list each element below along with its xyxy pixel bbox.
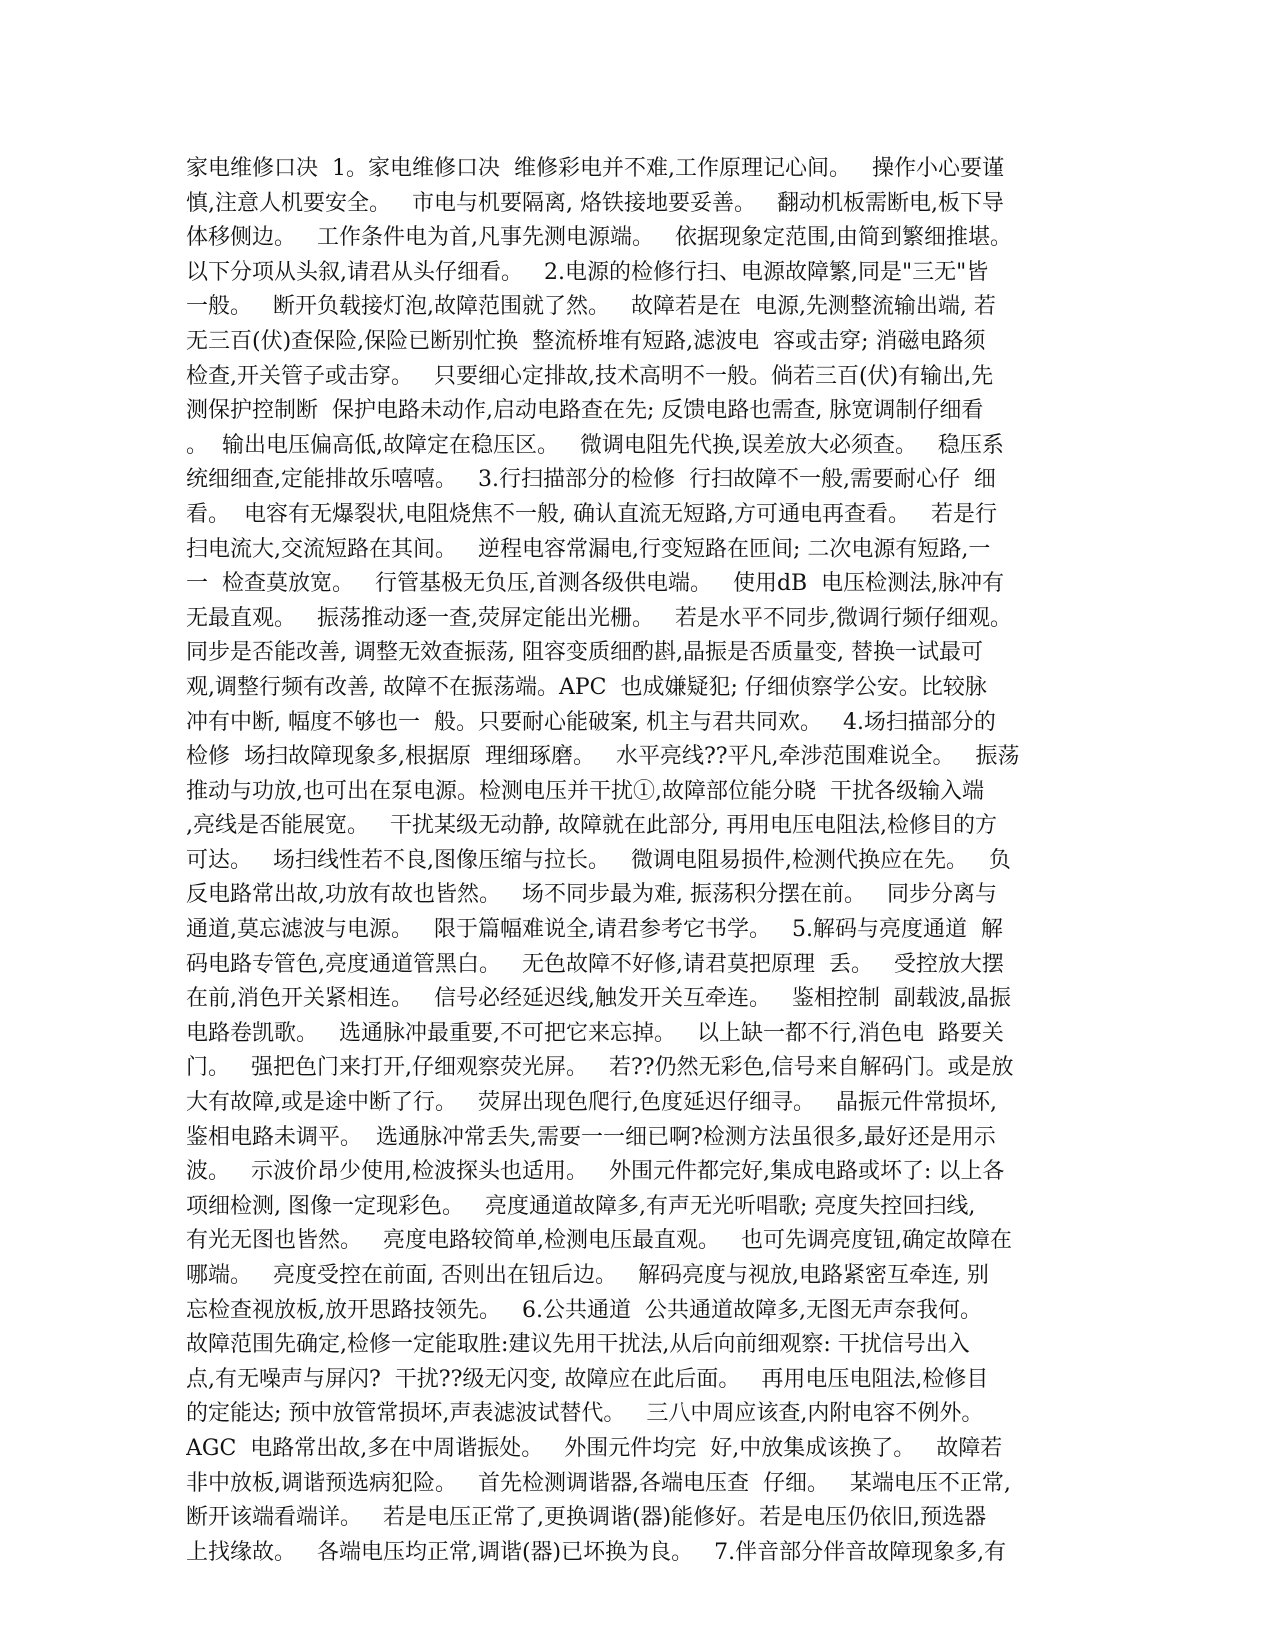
text-line: 在前,消色开关紧相连。 信号必经延迟线,触发开关互牵连。 鉴相控制 副载波,晶振 [186, 986, 1011, 1012]
text-line: 大有故障,或是途中断了行。 荧屏出现色爬行,色度延迟仔细寻。 晶振元件常损坏, [186, 1090, 997, 1116]
text-line: 有光无图也皆然。 亮度电路较简单,检测电压最直观。 也可先调亮度钮,确定故障在 [186, 1228, 1012, 1254]
text-line: 以下分项从头叙,请君从头仔细看。 2.电源的检修行扫、电源故障繁,同是"三无"皆 [186, 259, 989, 285]
text-line: 通道,莫忘滤波与电源。 限于篇幅难说全,请君参考它书学。 5.解码与亮度通道 解 [186, 917, 1003, 943]
text-line: 的定能达; 预中放管常损坏,声表滤波试替代。 三八中周应该查,内附电容不例外。 [186, 1401, 984, 1427]
text-line: 非中放板,调谐预选病犯险。 首先检测调谐器,各端电压查 仔细。 某端电压不正常, [186, 1470, 1011, 1496]
text-line: ,亮线是否能展宽。 干扰某级无动静, 故障就在此部分, 再用电压电阻法,检修目的方 [186, 813, 997, 839]
text-line: 。 输出电压偏高低,故障定在稳压区。 微调电阻先代换,误差放大必须查。 稳压系 [186, 432, 1004, 458]
text-line: 项细检测, 图像一定现彩色。 亮度通道故障多,有声无光听唱歌; 亮度失控回扫线, [186, 1193, 976, 1219]
text-line: 码电路专管色,亮度通道管黑白。 无色故障不好修,请君莫把原理 丢。 受控放大摆 [186, 951, 1004, 977]
text-line: 上找缘故。 各端电压均正常,调谐(器)已坏换为良。 7.伴音部分伴音故障现象多,有 [186, 1539, 1007, 1565]
text-line: 检查,开关管子或击穿。 只要细心定排故,技术高明不一般。倘若三百(伏)有输出,先 [186, 363, 994, 389]
text-line: 测保护控制断 保护电路未动作,启动电路查在先; 反馈电路也需查, 脉宽调制仔细看 [186, 398, 984, 424]
text-line: 看。 电容有无爆裂状,电阻烧焦不一般, 确认直流无短路,方可通电再查看。 若是行 [186, 501, 997, 527]
text-line: 冲有中断, 幅度不够也一 般。只要耐心能破案, 机主与君共同欢。 4.场扫描部分的 [186, 709, 996, 735]
text-line: 同步是否能改善, 调整无效查振荡, 阻容变质细酌斟,晶振是否质量变, 替换一试最可 [186, 640, 983, 666]
text-line: 无最直观。 振荡推动逐一查,荧屏定能出光栅。 若是水平不同步,微调行频仔细观。 [186, 605, 1012, 631]
text-line: 鉴相电路未调平。 选通脉冲常丢失,需要一一细已啊?检测方法虽很多,最好还是用示 [186, 1124, 996, 1150]
text-line: 无三百(伏)查保险,保险已断别忙换 整流桥堆有短路,滤波电 容或击穿; 消磁电路须 [186, 328, 986, 354]
text-line: 忘检查视放板,放开思路技领先。 6.公共通道 公共通道故障多,无图无声奈我何。 [186, 1297, 982, 1323]
text-line: 扫电流大,交流短路在其间。 逆程电容常漏电,行变短路在匝间; 二次电源有短路,一 [186, 536, 991, 562]
text-line: 检修 场扫故障现象多,根据原 理细琢磨。 水平亮线??平凡,牵涉范围难说全。 振荡 [186, 744, 1020, 770]
text-line: 门。 强把色门来打开,仔细观察荧光屏。 若??仍然无彩色,信号来自解码门。或是放 [186, 1055, 1014, 1081]
text-line: 哪端。 亮度受控在前面, 否则出在钮后边。 解码亮度与视放,电路紧密互牵连, 别 [186, 1263, 989, 1288]
text-line: 统细细查,定能排故乐嘻嘻。 3.行扫描部分的检修 行扫故障不一般,需要耐心仔 细 [186, 467, 996, 493]
text-line: 波。 示波价昂少使用,检波探头也适用。 外围元件都完好,集成电路或坏了: 以上各 [186, 1159, 1005, 1185]
text-line: 家电维修口决 1。家电维修口决 维修彩电并不难,工作原理记心间。 操作小心要谨 [186, 156, 1004, 181]
text-line: 点,有无噪声与屏闪? 干扰??级无闪变, 故障应在此后面。 再用电压电阻法,检修目 [186, 1366, 989, 1392]
text-line: AGC 电路常出故,多在中周谐振处。 外围元件均完 好,中放集成该换了。 故障若 [186, 1435, 1003, 1461]
text-line: 断开该端看端详。 若是电压正常了,更换调谐(器)能修好。若是电压仍依旧,预选器 [186, 1505, 987, 1531]
text-line: 一般。 断开负载接灯泡,故障范围就了然。 故障若是在 电源,先测整流输出端, 若 [186, 294, 996, 320]
text-line: 电路卷凯歌。 选通脉冲最重要,不可把它来忘掉。 以上缺一都不行,消色电 路要关 [186, 1020, 1004, 1046]
text-line: 一 检查莫放宽。 行管基极无负压,首测各级供电端。 使用dB 电压检测法,脉冲有 [186, 571, 1005, 597]
text-line: 可达。 场扫线性若不良,图像压缩与拉长。 微调电阻易损件,检测代换应在先。 负 [186, 847, 1011, 873]
body-text [186, 152, 1091, 1570]
text-line: 故障范围先确定,检修一定能取胜:建议先用干扰法,从后向前细观察: 干扰信号出入 [186, 1332, 970, 1358]
text-line: 反电路常出故,功放有故也皆然。 场不同步最为难, 振荡积分摆在前。 同步分离与 [186, 882, 997, 908]
text-line: 慎,注意人机要安全。 市电与机要隔离, 烙铁接地要妥善。 翻动机板需断电,板下导 [186, 190, 1004, 216]
text-line: 推动与功放,也可出在泵电源。检测电压并干扰①,故障部位能分晓 干扰各级输入端 [186, 778, 984, 804]
text-line: 体移侧边。 工作条件电为首,凡事先测电源端。 依据现象定范围,由简到繁细推堪。 [186, 225, 1012, 251]
text-line: 观,调整行频有改善, 故障不在振荡端。APC 也成嫌疑犯; 仔细侦察学公安。比较脉 [186, 674, 987, 700]
